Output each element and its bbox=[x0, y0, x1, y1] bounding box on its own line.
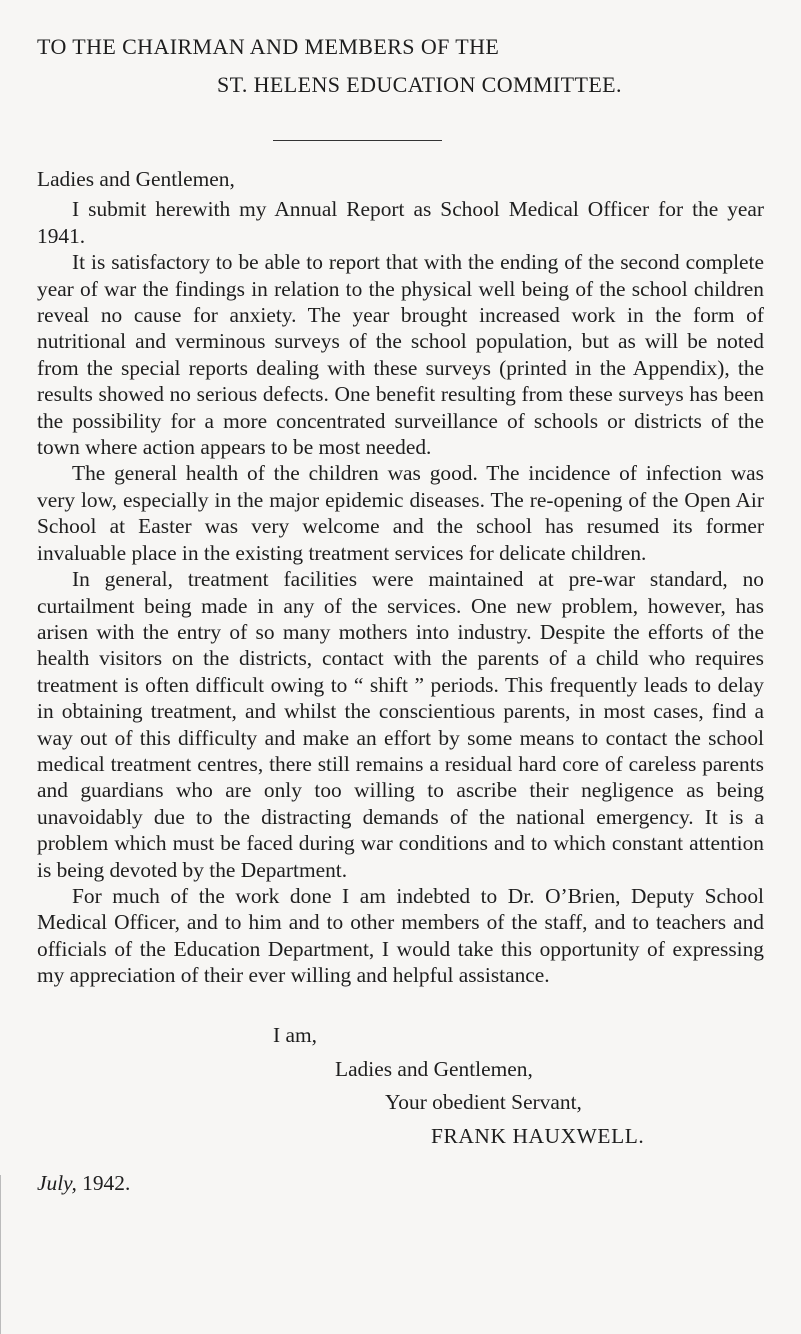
date-year: 1942. bbox=[82, 1171, 131, 1195]
paragraph-2: It is satisfactory to be able to report that with the ending of the second complete year of war the findings in relation to the physical well being of the school children reveal no cause for anxiety. The year brought increased work in the form of nutritional and verminous surveys of the school population, but as will be noted from the special reports dealing with these surveys (printed in the Appendix), the results showed no serious defects. One benefit resulting from these surveys has been the possibility for a more concentrated surveillance of schools or districts of the town where action appears to be most needed. bbox=[37, 250, 764, 460]
paragraph-3: The general health of the children was good. The incidence of infection was very low, especially in the major epidemic diseases. The re-opening of the Open Air School at Easter was very welcome and the school has resumed its former invaluable place in the existing treatment services for delicate children. bbox=[37, 461, 764, 565]
signature: FRANK HAUXWELL. bbox=[431, 1124, 645, 1148]
page-edge-mark bbox=[0, 1175, 1, 1334]
salutation: Ladies and Gentlemen, bbox=[37, 167, 235, 191]
letter-body bbox=[37, 166, 764, 989]
paragraph-5: For much of the work done I am indebted to Dr. O’Brien, Deputy School Medical Officer, and to him and to other members of the staff, and to teachers and officials of the Education Department, I would take this opportunity of expressing my appreciation of their ever willing and helpful assistance. bbox=[37, 883, 764, 988]
paragraph-1: I submit herewith my Annual Report as School Medical Officer for the year 1941. bbox=[37, 197, 764, 248]
closing-line-1: I am, bbox=[273, 1023, 317, 1047]
letter-date bbox=[37, 1171, 130, 1196]
divider-rule bbox=[273, 140, 442, 141]
closing-line-3: Your obedient Servant, bbox=[385, 1090, 582, 1114]
addressee-line-1: TO THE CHAIRMAN AND MEMBERS OF THE bbox=[37, 34, 500, 59]
paragraph-4: In general, treatment facilities were maintained at pre-war standard, no curtailment being made in any of the services. One new problem, however, has arisen with the entry of so many mothers into industry. Despite the efforts of the health visitors on the districts, contact with the parents of a child who requires treatment is often difficult owing to “ shift ” periods. This frequently leads to delay in obtaining treatment, and whilst the conscientious parents, in most cases, find a way out of this difficulty and make an effort by some means to contact the school medical treatment centres, there still remains a residual hard core of careless parents and guardians who are only too willing to ascribe their negligence as being unavoidably due to the distracting demands of the national emergency. It is a problem which must be faced during war conditions and to which constant attention is being devoted by the Department. bbox=[37, 567, 764, 882]
closing-line-2: Ladies and Gentlemen, bbox=[335, 1057, 533, 1081]
addressee-line-2: ST. HELENS EDUCATION COMMITTEE. bbox=[217, 72, 622, 97]
date-month: July, bbox=[37, 1171, 77, 1195]
